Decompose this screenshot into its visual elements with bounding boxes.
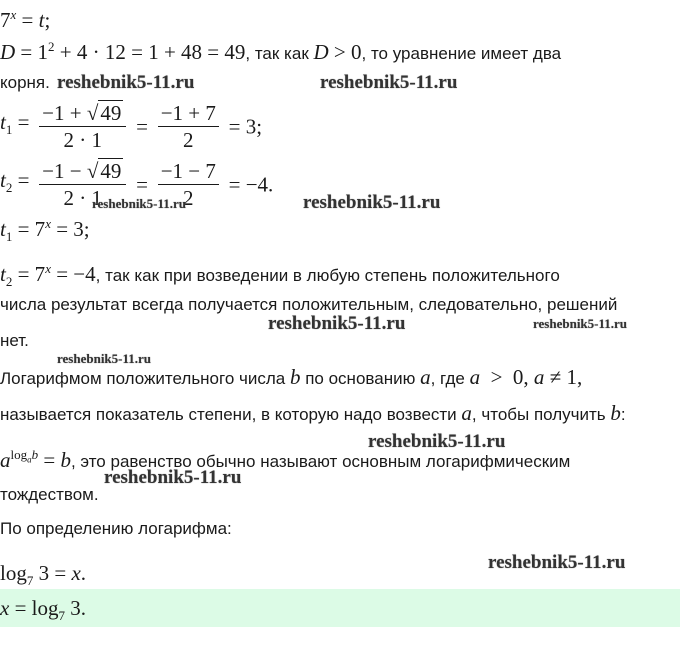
watermark: reshebnik5-11.ru bbox=[268, 313, 406, 334]
watermark: reshebnik5-11.ru bbox=[104, 467, 242, 488]
t2-fraction-1: $\frac{-1 - √49}{2 \cdot 1}$ bbox=[39, 158, 126, 211]
watermark: reshebnik5-11.ru bbox=[303, 192, 441, 213]
discriminant-line: $D = 1^2 + 4 \cdot 12 = 1 + 48 = 49$, так как D > 0, то уравнение имеет два bbox=[0, 39, 562, 64]
t2-equation: $t_2 = 7^x = -4$, так как при возведении в любую степень положительного bbox=[0, 261, 560, 290]
log-equation: $\log_7 3 = x$. bbox=[0, 561, 87, 589]
watermark: reshebnik5-11.ru bbox=[533, 316, 628, 331]
watermark: reshebnik5-11.ru bbox=[488, 552, 626, 573]
equation-substitution: $7^x = t$; bbox=[0, 7, 51, 32]
root-t2-line: $t_2$ = $\frac{-1 - √49}{2 \cdot 1}$ = $\frac{-1 - 7}{2}$ = −4. bbox=[0, 159, 274, 210]
identity-label: тождеством. bbox=[0, 485, 99, 504]
root-t1-line: $t_1$ = $\frac{-1 + √49}{2 \cdot 1}$ = $\frac{-1 + 7}{2}$ = 3; bbox=[0, 101, 263, 152]
t1-equation: $t_1 = 7^x = 3$; bbox=[0, 216, 90, 245]
log-identity-line: $a^{log_ab} = b$, это равенство обычно называют основным логарифмическим bbox=[0, 447, 571, 472]
watermark: reshebnik5-11.ru bbox=[92, 196, 187, 211]
explanation-line: числа результат всегда получается положительным, следовательно, решений bbox=[0, 295, 618, 314]
final-answer: $x = \log_7 3$. bbox=[0, 596, 87, 624]
watermark: reshebnik5-11.ru bbox=[368, 431, 506, 452]
roots-label: корня. bbox=[0, 73, 50, 92]
t1-fraction-1: $\frac{-1 + √49}{2 \cdot 1}$ bbox=[39, 100, 126, 153]
answer-highlight bbox=[0, 589, 680, 627]
watermark: reshebnik5-11.ru bbox=[57, 351, 152, 366]
log-definition-line: Логарифмом положительного числа b по основанию a, где a > 0, a ≠ 1, bbox=[0, 365, 583, 389]
no-solution-text: нет. bbox=[0, 331, 29, 350]
by-definition-text: По определению логарифма: bbox=[0, 519, 232, 538]
t1-fraction-2: $\frac{-1 + 7}{2}$ bbox=[158, 100, 219, 153]
t2-fraction-2: $\frac{-1 - 7}{2}$ bbox=[158, 158, 219, 211]
watermark: reshebnik5-11.ru bbox=[57, 72, 195, 93]
watermark: reshebnik5-11.ru bbox=[320, 72, 458, 93]
log-definition-line-2: называется показатель степени, в которую надо возвести a, чтобы получить b: bbox=[0, 401, 626, 425]
